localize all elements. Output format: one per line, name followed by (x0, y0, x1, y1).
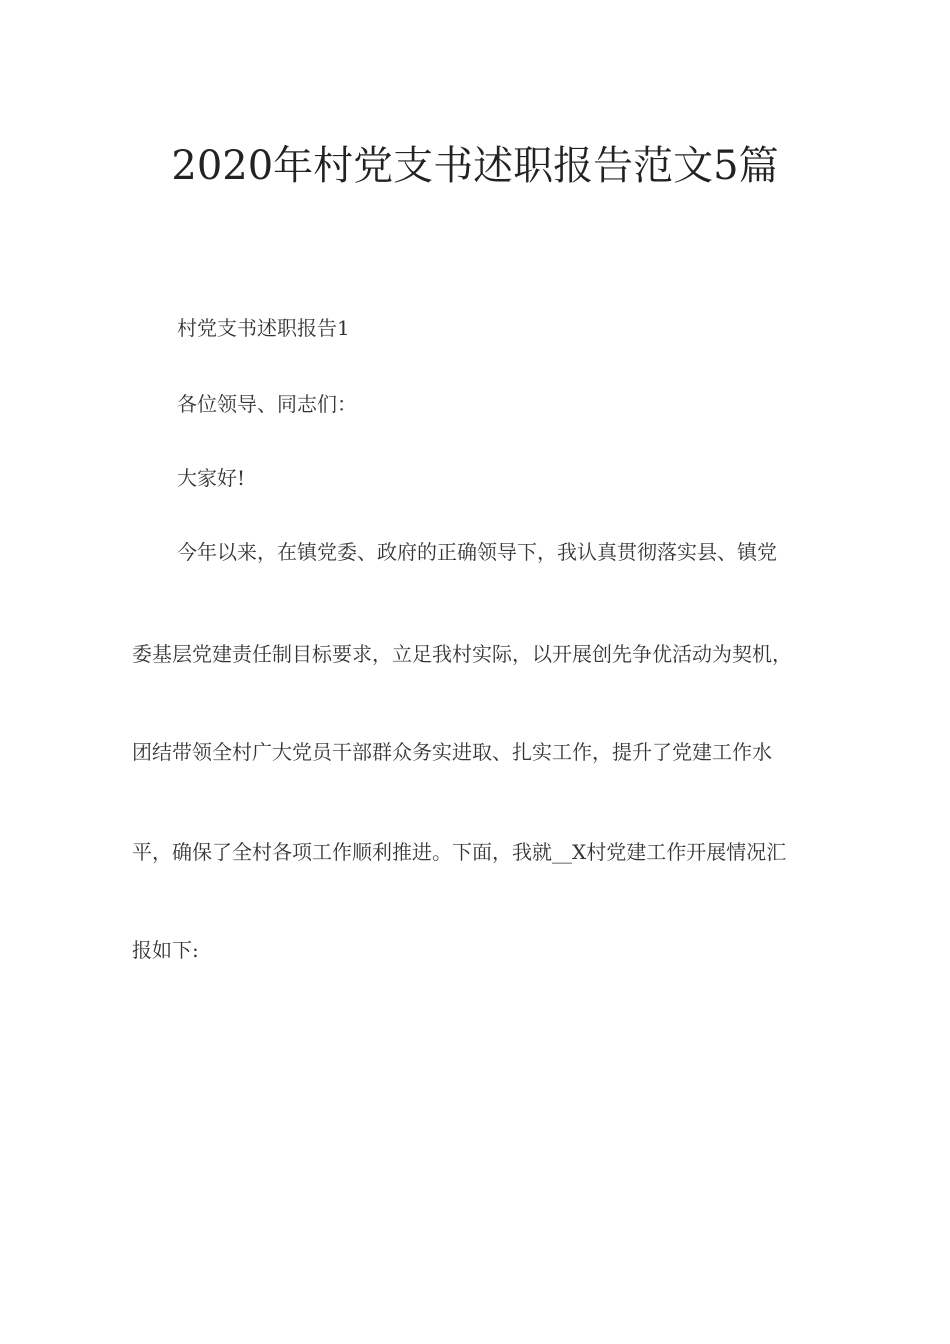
report-heading: 村党支书述职报告1 (177, 316, 350, 340)
greeting: 大家好! (177, 466, 246, 490)
body-line-5: 报如下: (132, 938, 199, 962)
body-line-1: 今年以来，在镇党委、政府的正确领导下，我认真贯彻落实县、镇党 (177, 540, 777, 564)
body-line-4: 平，确保了全村各项工作顺利推进。下面，我就__X村党建工作开展情况汇 (132, 840, 787, 864)
body-line-3: 团结带领全村广大党员干部群众务实进取、扎实工作，提升了党建工作水 (132, 740, 772, 764)
salutation: 各位领导、同志们： (177, 392, 357, 416)
body-line-2: 委基层党建责任制目标要求，立足我村实际，以开展创先争优活动为契机， (132, 642, 792, 666)
document-title: 2020年村党支书述职报告范文5篇 (171, 143, 779, 189)
